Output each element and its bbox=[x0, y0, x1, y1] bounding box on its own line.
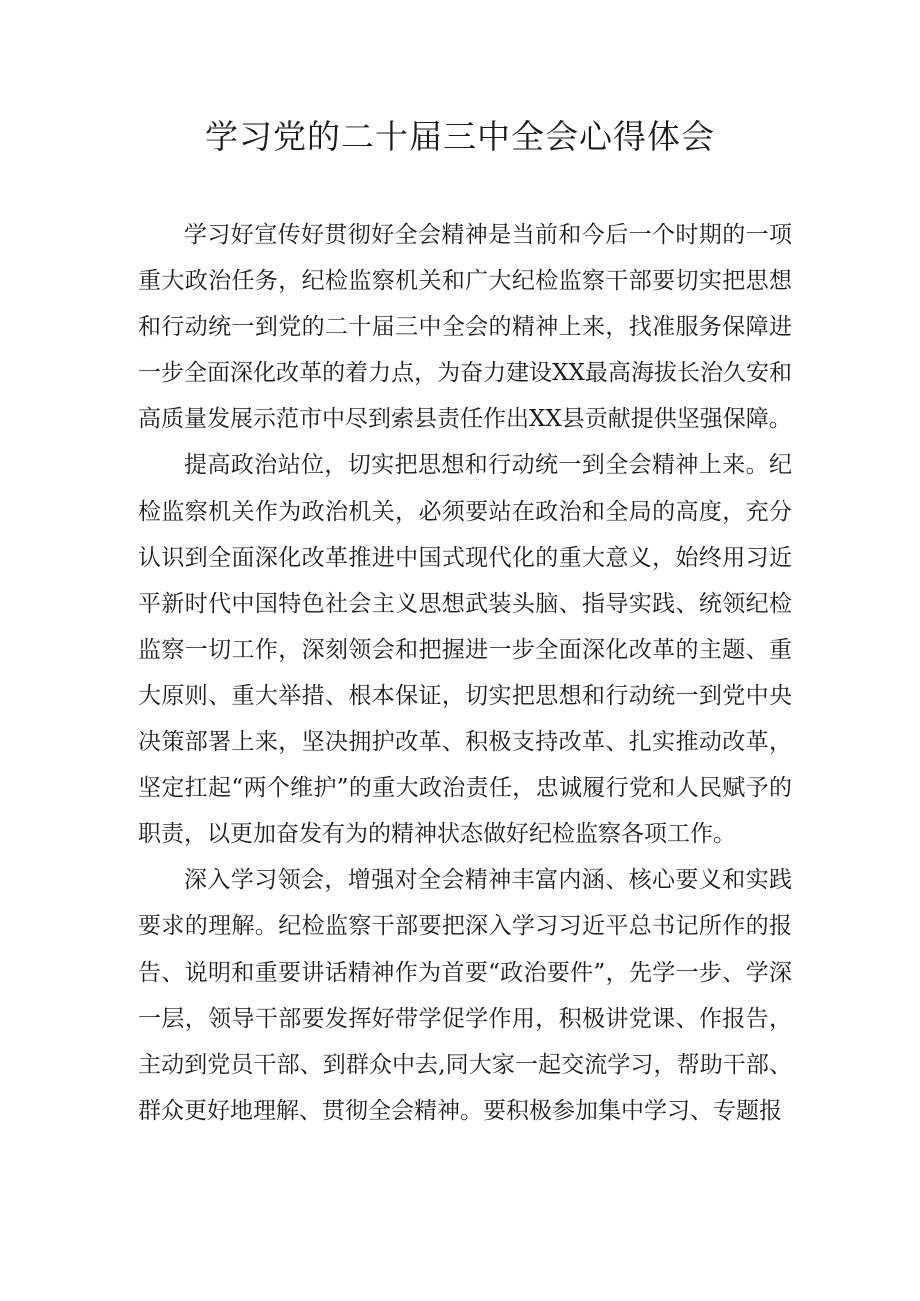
document-body bbox=[138, 212, 792, 1134]
document-title: 学习党的二十届三中全会心得体会 bbox=[205, 117, 715, 156]
paragraph-2: 提高政治站位，切实把思想和行动统一到全会精神上来。纪检监察机关作为政治机关，必须要站在政治和全局的高度，充分认识到全面深化改革推进中国式现代化的重大意义，始终用习近平新时代中国特色社会主义思想武装头脑、指导实践、统领纪检监察一切工作，深刻领会和把握进一步全面深化改革的主题、重大原则、重大举措、根本保证，切实把思想和行动统一到党中央决策部署上来，坚决拥护改革、积极支持改革、扎实推动改革，坚定扛起“两个维护”的重大政治责任，忠诚履行党和人民赋予的职责，以更加奋发有为的精神状态做好纪检监察各项工作。 bbox=[138, 452, 792, 848]
paragraph-3: 深入学习领会，增强对全会精神丰富内涵、核心要义和实践要求的理解。纪检监察干部要把深入学习习近平总书记所作的报告、说明和重要讲话精神作为首要“政治要件”，先学一步、学深一层，领导干部要发挥好带学促学作用，积极讲党课、作报告，主动到党员干部、到群众中去,同大家一起交流学习，帮助干部、群众更好地理解、贯彻全会精神。要积极参加集中学习、专题报 bbox=[138, 867, 792, 1124]
paragraph-1: 学习好宣传好贯彻好全会精神是当前和今后一个时期的一项重大政治任务，纪检监察机关和广大纪检监察干部要切实把思想和行动统一到党的二十届三中全会的精神上来，找准服务保障进一步全面深化改革的着力点，为奋力建设XX最高海拔长治久安和高质量发展示范市中尽到索县责任作出XX县贡献提供坚强保障。 bbox=[138, 222, 792, 433]
